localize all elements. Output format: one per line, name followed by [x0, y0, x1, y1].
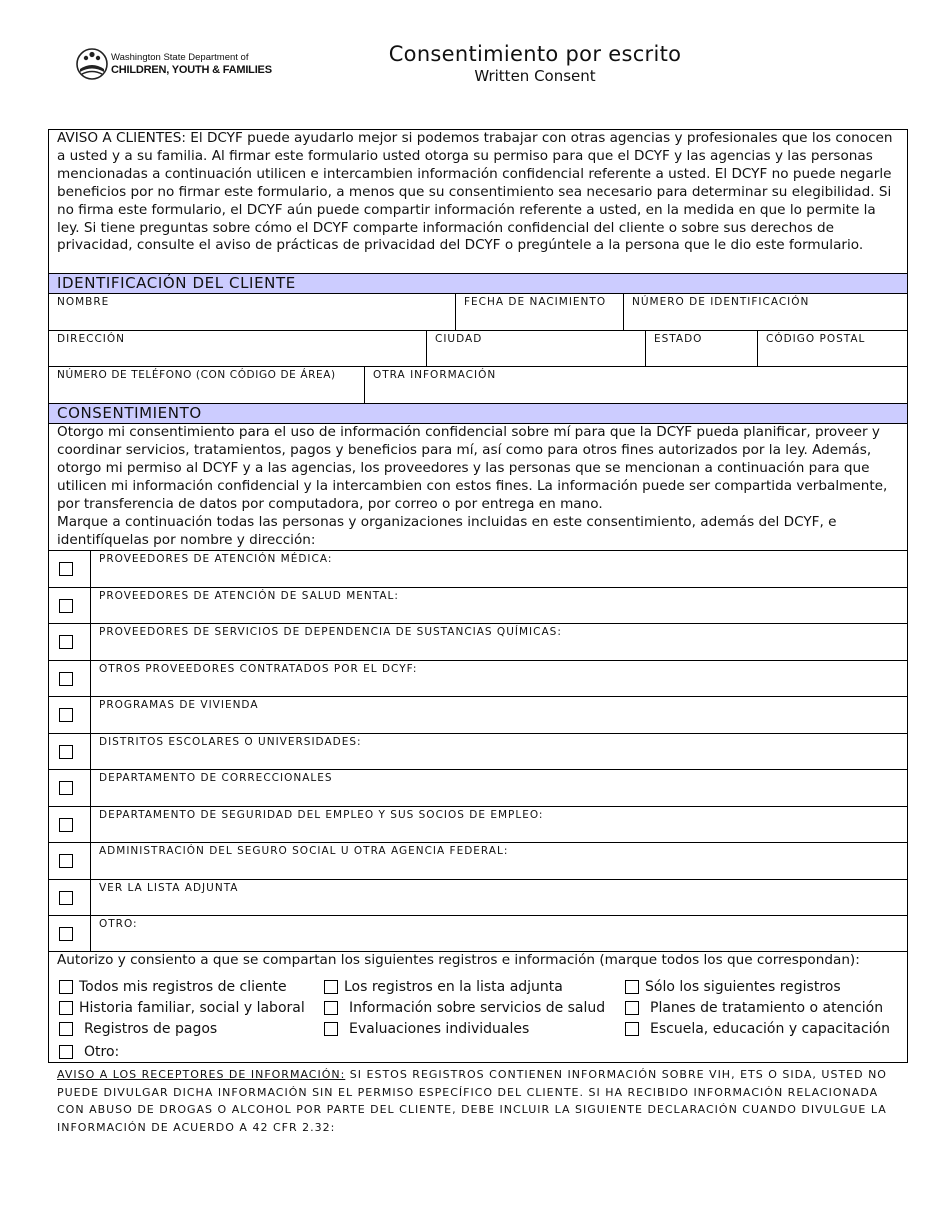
- record-option-label: Sólo los siguientes registros: [645, 979, 841, 995]
- recipient-label: DISTRITOS ESCOLARES O UNIVERSIDADES:: [99, 736, 362, 748]
- recipient-checkbox[interactable]: [59, 818, 73, 832]
- record-checkbox[interactable]: [324, 1001, 338, 1015]
- records-intro: Autorizo y consiento a que se compartan los siguientes registros e información (marque todos los que correspondan):: [57, 952, 860, 968]
- record-checkbox[interactable]: [625, 980, 639, 994]
- consent-title: CONSENTIMIENTO: [57, 404, 202, 422]
- record-option-label: Escuela, educación y capacitación: [650, 1021, 890, 1037]
- recipient-checkbox[interactable]: [59, 635, 73, 649]
- consent-form: [48, 129, 908, 1063]
- consent-text: Otorgo mi consentimiento para el uso de información confidencial sobre mí para que la DCYF pueda planificar, proveer y coordinar servicios, tratamientos, pagos y beneficios para mí, así como para otros fines autorizados por la ley. Además, otorgo mi permiso al DCYF y a las agencias, los proveedores y las personas que se mencionan a continuación para que utilicen mi información confidencial y la intercambien con estos fines. La información puede ser compartida verbalmente, por transferencia de datos por computadora, por correo o por entrega en mano.: [57, 424, 888, 512]
- recipient-row: [49, 697, 907, 734]
- recipient-label: DEPARTAMENTO DE CORRECCIONALES: [99, 772, 333, 784]
- name-label: NOMBRE: [57, 296, 110, 308]
- client-id-row-3: [49, 367, 907, 404]
- recipient-label: DEPARTAMENTO DE SEGURIDAD DEL EMPLEO Y SUS SOCIOS DE EMPLEO:: [99, 809, 544, 821]
- notice-to-clients-text: AVISO A CLIENTES: El DCYF puede ayudarlo mejor si podemos trabajar con otras agencias y profesionales que los conocen a usted y a su familia. Al firmar este formulario usted otorga su permiso para que el DCYF y las agencias y las personas mencionadas a continuación utilicen e intercambien información confidencial referente a usted. El DCYF no puede negarle beneficios por no firmar este formulario, a menos que su consentimiento sea necesario para determinar su elegibilidad. Si no firma este formulario, el DCYF aún puede compartir información referente a usted, en la medida en que lo permite la ley. Si tiene preguntas sobre cómo el DCYF comparte información confidencial del cliente o sobre sus derechos de privacidad, consulte el aviso de prácticas de privacidad del DCYF o pregúntele a la persona que le dio este formulario.: [57, 130, 893, 254]
- recipient-label: PROVEEDORES DE ATENCIÓN MÉDICA:: [99, 553, 333, 565]
- record-option-label: Los registros en la lista adjunta: [344, 979, 563, 995]
- recipient-checkbox[interactable]: [59, 927, 73, 941]
- recipient-row: [49, 843, 907, 880]
- consent-text-section: [49, 424, 907, 551]
- recipient-row: [49, 770, 907, 807]
- zip-label: CÓDIGO POSTAL: [766, 333, 866, 345]
- state-label: ESTADO: [654, 333, 703, 345]
- recipient-notice: [57, 1066, 907, 1136]
- recipient-row: [49, 807, 907, 843]
- client-id-title: IDENTIFICACIÓN DEL CLIENTE: [57, 274, 296, 292]
- records-section: [49, 952, 907, 1062]
- record-checkbox[interactable]: [625, 1001, 639, 1015]
- address-label: DIRECCIÓN: [57, 333, 125, 345]
- client-id-header: [49, 274, 907, 294]
- dcyf-emblem-icon: [76, 47, 108, 81]
- zip-field[interactable]: [758, 331, 907, 366]
- city-label: CIUDAD: [435, 333, 483, 345]
- recipient-checkbox[interactable]: [59, 891, 73, 905]
- recipient-label: PROGRAMAS DE VIVIENDA: [99, 699, 259, 711]
- phone-label: NÚMERO DE TELÉFONO (CON CÓDIGO DE ÁREA): [57, 369, 336, 381]
- name-field[interactable]: [49, 294, 456, 330]
- recipient-label: OTRO:: [99, 918, 138, 930]
- record-option-label: Planes de tratamiento o atención: [650, 1000, 884, 1016]
- logo-line1: Washington State Department of: [111, 52, 249, 63]
- address-field[interactable]: [49, 331, 427, 366]
- recipient-label: ADMINISTRACIÓN DEL SEGURO SOCIAL U OTRA AGENCIA FEDERAL:: [99, 845, 509, 857]
- consent-header: [49, 404, 907, 424]
- other-info-label: OTRA INFORMACIÓN: [373, 369, 497, 381]
- client-id-row-2: [49, 331, 907, 367]
- form-subtitle: Written Consent: [474, 67, 596, 85]
- city-field[interactable]: [427, 331, 646, 366]
- recipient-row: [49, 734, 907, 770]
- dob-field[interactable]: [456, 294, 624, 330]
- record-checkbox[interactable]: [324, 1022, 338, 1036]
- recipient-checkbox[interactable]: [59, 781, 73, 795]
- record-option-label: Todos mis registros de cliente: [79, 979, 287, 995]
- recipient-checkbox[interactable]: [59, 708, 73, 722]
- record-option-label: Otro:: [84, 1044, 120, 1060]
- recipient-row: [49, 916, 907, 952]
- recipient-notice-lead: AVISO A LOS RECEPTORES DE INFORMACIÓN:: [57, 1068, 346, 1081]
- recipient-checkbox[interactable]: [59, 562, 73, 576]
- record-checkbox[interactable]: [625, 1022, 639, 1036]
- record-checkbox[interactable]: [59, 1001, 73, 1015]
- id-number-label: NÚMERO DE IDENTIFICACIÓN: [632, 296, 810, 308]
- notice-to-clients-section: [49, 130, 907, 274]
- record-checkbox[interactable]: [59, 980, 73, 994]
- recipient-checkbox[interactable]: [59, 672, 73, 686]
- client-id-row-1: [49, 294, 907, 331]
- recipient-checkbox[interactable]: [59, 599, 73, 613]
- recipient-checkbox[interactable]: [59, 854, 73, 868]
- recipient-label: PROVEEDORES DE ATENCIÓN DE SALUD MENTAL:: [99, 590, 399, 602]
- recipient-checkbox[interactable]: [59, 745, 73, 759]
- dcyf-logo: [76, 47, 276, 83]
- logo-line2: CHILDREN, YOUTH & FAMILIES: [111, 64, 272, 76]
- recipient-row: [49, 624, 907, 661]
- recipient-row: [49, 551, 907, 588]
- record-option-label: Evaluaciones individuales: [349, 1021, 530, 1037]
- consent-instruction: Marque a continuación todas las personas y organizaciones incluidas en este consentimiento, además del DCYF, e identifíquelas por nombre y dirección:: [57, 514, 837, 548]
- phone-field[interactable]: [49, 367, 365, 403]
- other-info-field[interactable]: [365, 367, 907, 403]
- record-option-label: Información sobre servicios de salud: [349, 1000, 606, 1016]
- recipient-label: PROVEEDORES DE SERVICIOS DE DEPENDENCIA DE SUSTANCIAS QUÍMICAS:: [99, 626, 562, 638]
- recipient-label: VER LA LISTA ADJUNTA: [99, 882, 239, 894]
- record-checkbox[interactable]: [59, 1022, 73, 1036]
- recipient-row: [49, 588, 907, 624]
- form-title: Consentimiento por escrito: [388, 42, 682, 66]
- record-option-label: Registros de pagos: [84, 1021, 218, 1037]
- dob-label: FECHA DE NACIMIENTO: [464, 296, 607, 308]
- record-checkbox[interactable]: [59, 1045, 73, 1059]
- record-option-label: Historia familiar, social y laboral: [79, 1000, 305, 1016]
- state-field[interactable]: [646, 331, 758, 366]
- recipient-label: OTROS PROVEEDORES CONTRATADOS POR EL DCYF:: [99, 663, 418, 675]
- record-checkbox[interactable]: [324, 980, 338, 994]
- recipient-notice-body: SI ESTOS REGISTROS CONTIENEN INFORMACIÓN SOBRE VIH, ETS O SIDA, USTED NO PUEDE DIVULGAR DICHA INFORMACIÓN SIN EL PERMISO ESPECÍFICO DEL CLIENTE. SI HA RECIBIDO INFORMACIÓN RELACIONADA CON ABUSO DE DROGAS O ALCOHOL POR PARTE DEL CLIENTE, DEBE INCLUIR LA SIGUIENTE DECLARACIÓN CUANDO DIVULGUE LA INFORMACIÓN DE ACUERDO A 42 CFR 2.32:: [57, 1068, 887, 1134]
- recipient-row: [49, 661, 907, 697]
- recipient-row: [49, 880, 907, 916]
- id-number-field[interactable]: [624, 294, 907, 330]
